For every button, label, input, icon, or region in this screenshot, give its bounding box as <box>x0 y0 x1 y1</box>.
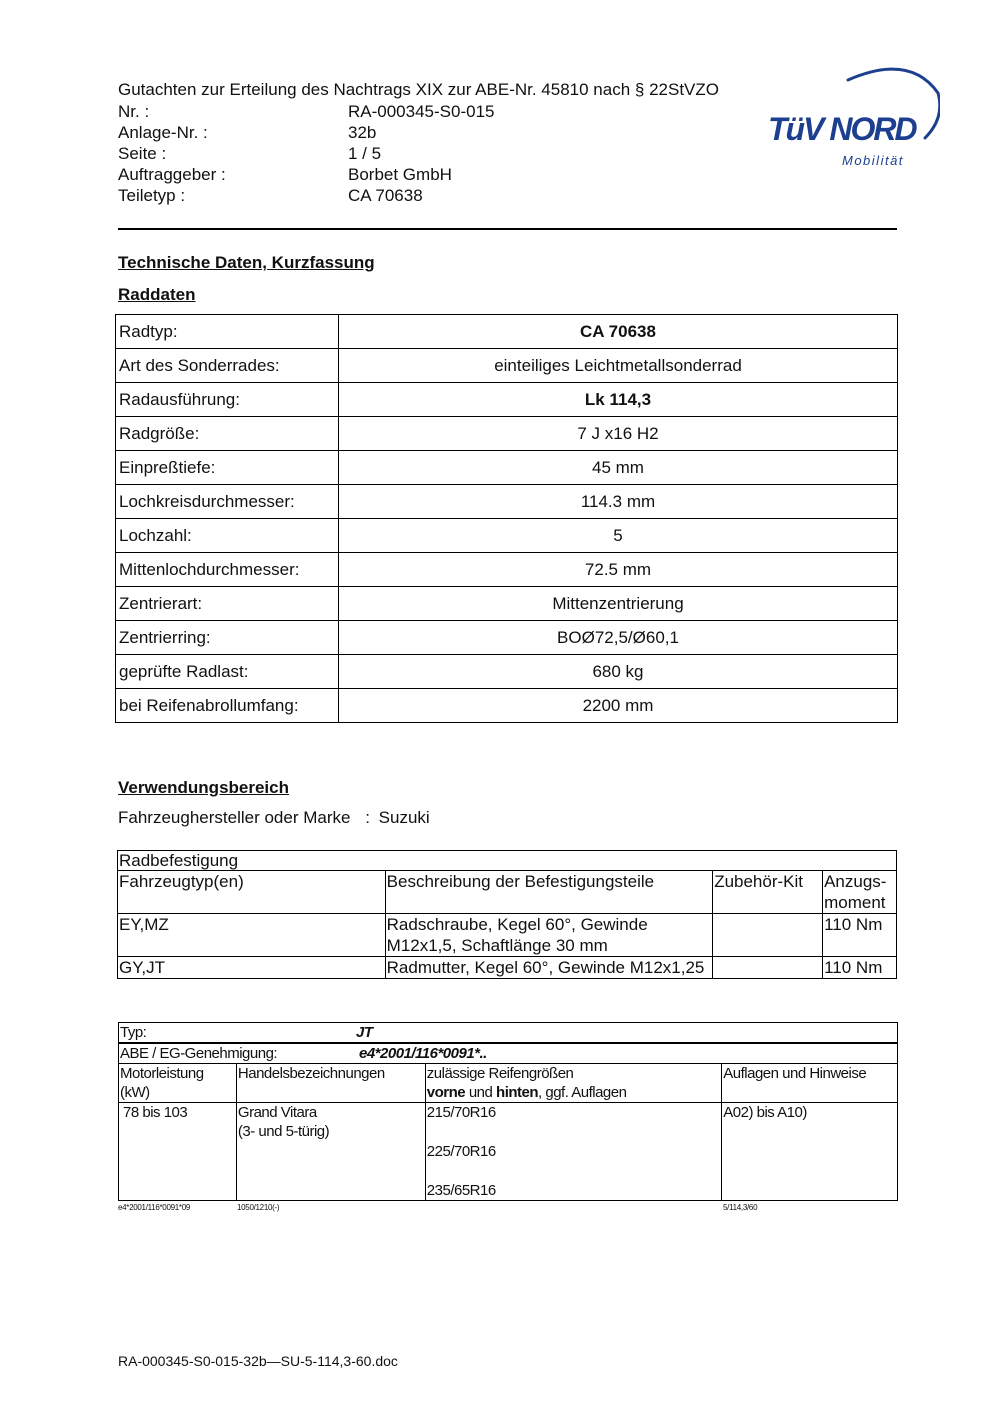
typ-header-row <box>119 1064 898 1103</box>
table-row <box>116 485 898 519</box>
cell-leistung: 78 bis 103 <box>119 1103 237 1201</box>
typ-label: Typ: <box>120 1024 147 1041</box>
logo-sub-text: Mobilität <box>842 153 904 168</box>
reifen-size: 235/65R16 <box>426 1182 496 1199</box>
table-row <box>116 587 898 621</box>
row-label: Zentrierring: <box>116 621 339 655</box>
row-label: Radgröße: <box>116 417 339 451</box>
header-value: 32b <box>348 123 377 142</box>
cell-typ: GY,JT <box>118 957 386 979</box>
hersteller-value: Suzuki <box>378 808 430 827</box>
table-row <box>116 383 898 417</box>
abe-value: e4*2001/116*0091*.. <box>359 1045 487 1062</box>
row-value: 7 J x16 H2 <box>339 417 898 451</box>
hersteller-label: Fahrzeughersteller oder Marke <box>118 808 351 827</box>
typ-value: JT <box>356 1024 373 1041</box>
abe-row <box>119 1043 898 1064</box>
reifen-size: 225/70R16 <box>426 1143 496 1160</box>
header-label: Anlage-Nr. : <box>118 123 208 142</box>
table-row <box>118 957 897 979</box>
reifen-size: 215/70R16 <box>426 1104 496 1121</box>
table-row <box>116 655 898 689</box>
abe-label: ABE / EG-Genehmigung: <box>120 1045 278 1062</box>
foot-code-abe: e4*2001/116*0091*09 <box>118 1203 191 1212</box>
document-footer: RA-000345-S0-015-32b—SU-5-114,3-60.doc <box>118 1353 398 1369</box>
header-label: Teiletyp : <box>118 186 186 205</box>
cell-kit <box>713 957 823 979</box>
typ-table <box>118 1022 898 1201</box>
cell-reifen <box>425 1103 721 1201</box>
reifen-header-hinten: hinten <box>496 1084 539 1101</box>
table-row <box>116 451 898 485</box>
column-header: Fahrzeugtyp(en) <box>118 871 386 914</box>
row-label: Art des Sonderrades: <box>116 349 339 383</box>
table-row <box>116 621 898 655</box>
column-header: Zubehör-Kit <box>713 871 823 914</box>
row-label: Mittenlochdurchmesser: <box>116 553 339 587</box>
cell-moment: 110 Nm <box>823 914 897 957</box>
cell-beschreibung: Radschraube, Kegel 60°, Gewinde M12x1,5, Schaftlänge 30 mm <box>385 914 713 957</box>
row-label: geprüfte Radlast: <box>116 655 339 689</box>
row-value: 680 kg <box>339 655 898 689</box>
table-title-row <box>118 851 897 871</box>
reifen-header-auflagen: , ggf. Auflagen <box>538 1084 627 1101</box>
cell-beschreibung: Radmutter, Kegel 60°, Gewinde M12x1,25 <box>385 957 713 979</box>
hersteller-separator: : <box>365 808 370 827</box>
row-value: einteiliges Leichtmetallsonderrad <box>339 349 898 383</box>
row-value: Lk 114,3 <box>339 383 898 417</box>
verwendung-title: Verwendungsbereich <box>118 778 289 797</box>
row-value: 114.3 mm <box>339 485 898 519</box>
foot-code-mass: 1050/1210(-) <box>237 1203 280 1212</box>
typ-data-row <box>119 1103 898 1201</box>
header-label: Auftraggeber : <box>118 165 226 184</box>
row-value: 5 <box>339 519 898 553</box>
row-value: CA 70638 <box>339 315 898 349</box>
row-value: BOØ72,5/Ø60,1 <box>339 621 898 655</box>
row-label: Einpreßtiefe: <box>116 451 339 485</box>
column-header: Motorleistung (kW) <box>119 1064 237 1103</box>
table-row <box>116 349 898 383</box>
reifen-header-und: und <box>465 1084 497 1101</box>
handel-line2: (3- und 5-türig) <box>237 1123 330 1140</box>
table-row <box>116 417 898 451</box>
row-value: 2200 mm <box>339 689 898 723</box>
document-title: Gutachten zur Erteilung des Nachtrags XIX zur ABE-Nr. 45810 nach § 22StVZO <box>118 80 719 99</box>
section-subtitle: Raddaten <box>118 285 196 304</box>
hersteller-line <box>118 808 430 828</box>
cell-moment: 110 Nm <box>823 957 897 979</box>
table-row <box>116 315 898 349</box>
radbefestigung-table <box>117 850 897 979</box>
tuv-nord-logo <box>760 58 940 173</box>
row-label: Lochkreisdurchmesser: <box>116 485 339 519</box>
table-row <box>116 553 898 587</box>
column-header: Anzugs-moment <box>823 871 897 914</box>
table-row <box>116 519 898 553</box>
row-value: Mittenzentrierung <box>339 587 898 621</box>
header-value: 1 / 5 <box>348 144 382 163</box>
row-label: bei Reifenabrollumfang: <box>116 689 339 723</box>
column-header: Beschreibung der Befestigungsteile <box>385 871 713 914</box>
column-header: Handelsbezeichnungen <box>236 1064 425 1103</box>
reifen-header-vorne: vorne <box>426 1084 466 1101</box>
row-label: Zentrierart: <box>116 587 339 621</box>
table-header-row <box>118 871 897 914</box>
raddaten-table <box>115 314 898 723</box>
header-label: Seite : <box>118 144 167 163</box>
column-header: Auflagen und Hinweise <box>722 1064 898 1103</box>
radbefestigung-title: Radbefestigung <box>118 851 897 871</box>
table-row <box>116 689 898 723</box>
row-label: Radausführung: <box>116 383 339 417</box>
column-header-reifen <box>425 1064 721 1103</box>
logo-brand-text: TüV NORD <box>768 111 916 147</box>
reifen-header-line2 <box>427 1083 720 1102</box>
section-title: Technische Daten, Kurzfassung <box>118 253 375 272</box>
header-value: CA 70638 <box>348 186 423 205</box>
row-label: Radtyp: <box>116 315 339 349</box>
foot-code-rad: 5/114,3/60 <box>723 1203 758 1212</box>
row-value: 45 mm <box>339 451 898 485</box>
table-row <box>118 914 897 957</box>
handel-line1: Grand Vitara <box>237 1104 317 1121</box>
cell-typ: EY,MZ <box>118 914 386 957</box>
cell-kit <box>713 914 823 957</box>
header-value: RA-000345-S0-015 <box>348 102 495 121</box>
header-label: Nr. : <box>118 102 150 121</box>
typ-row <box>119 1023 898 1044</box>
header-value: Borbet GmbH <box>348 165 452 184</box>
cell-handel <box>236 1103 425 1201</box>
row-label: Lochzahl: <box>116 519 339 553</box>
row-value: 72.5 mm <box>339 553 898 587</box>
header-divider <box>118 228 897 230</box>
typ-cell <box>119 1023 898 1044</box>
logo-arc-icon <box>760 58 940 173</box>
cell-auflagen: A02) bis A10) <box>722 1103 898 1201</box>
abe-cell <box>119 1043 898 1064</box>
reifen-header-line1: zulässige Reifengrößen <box>426 1065 574 1082</box>
